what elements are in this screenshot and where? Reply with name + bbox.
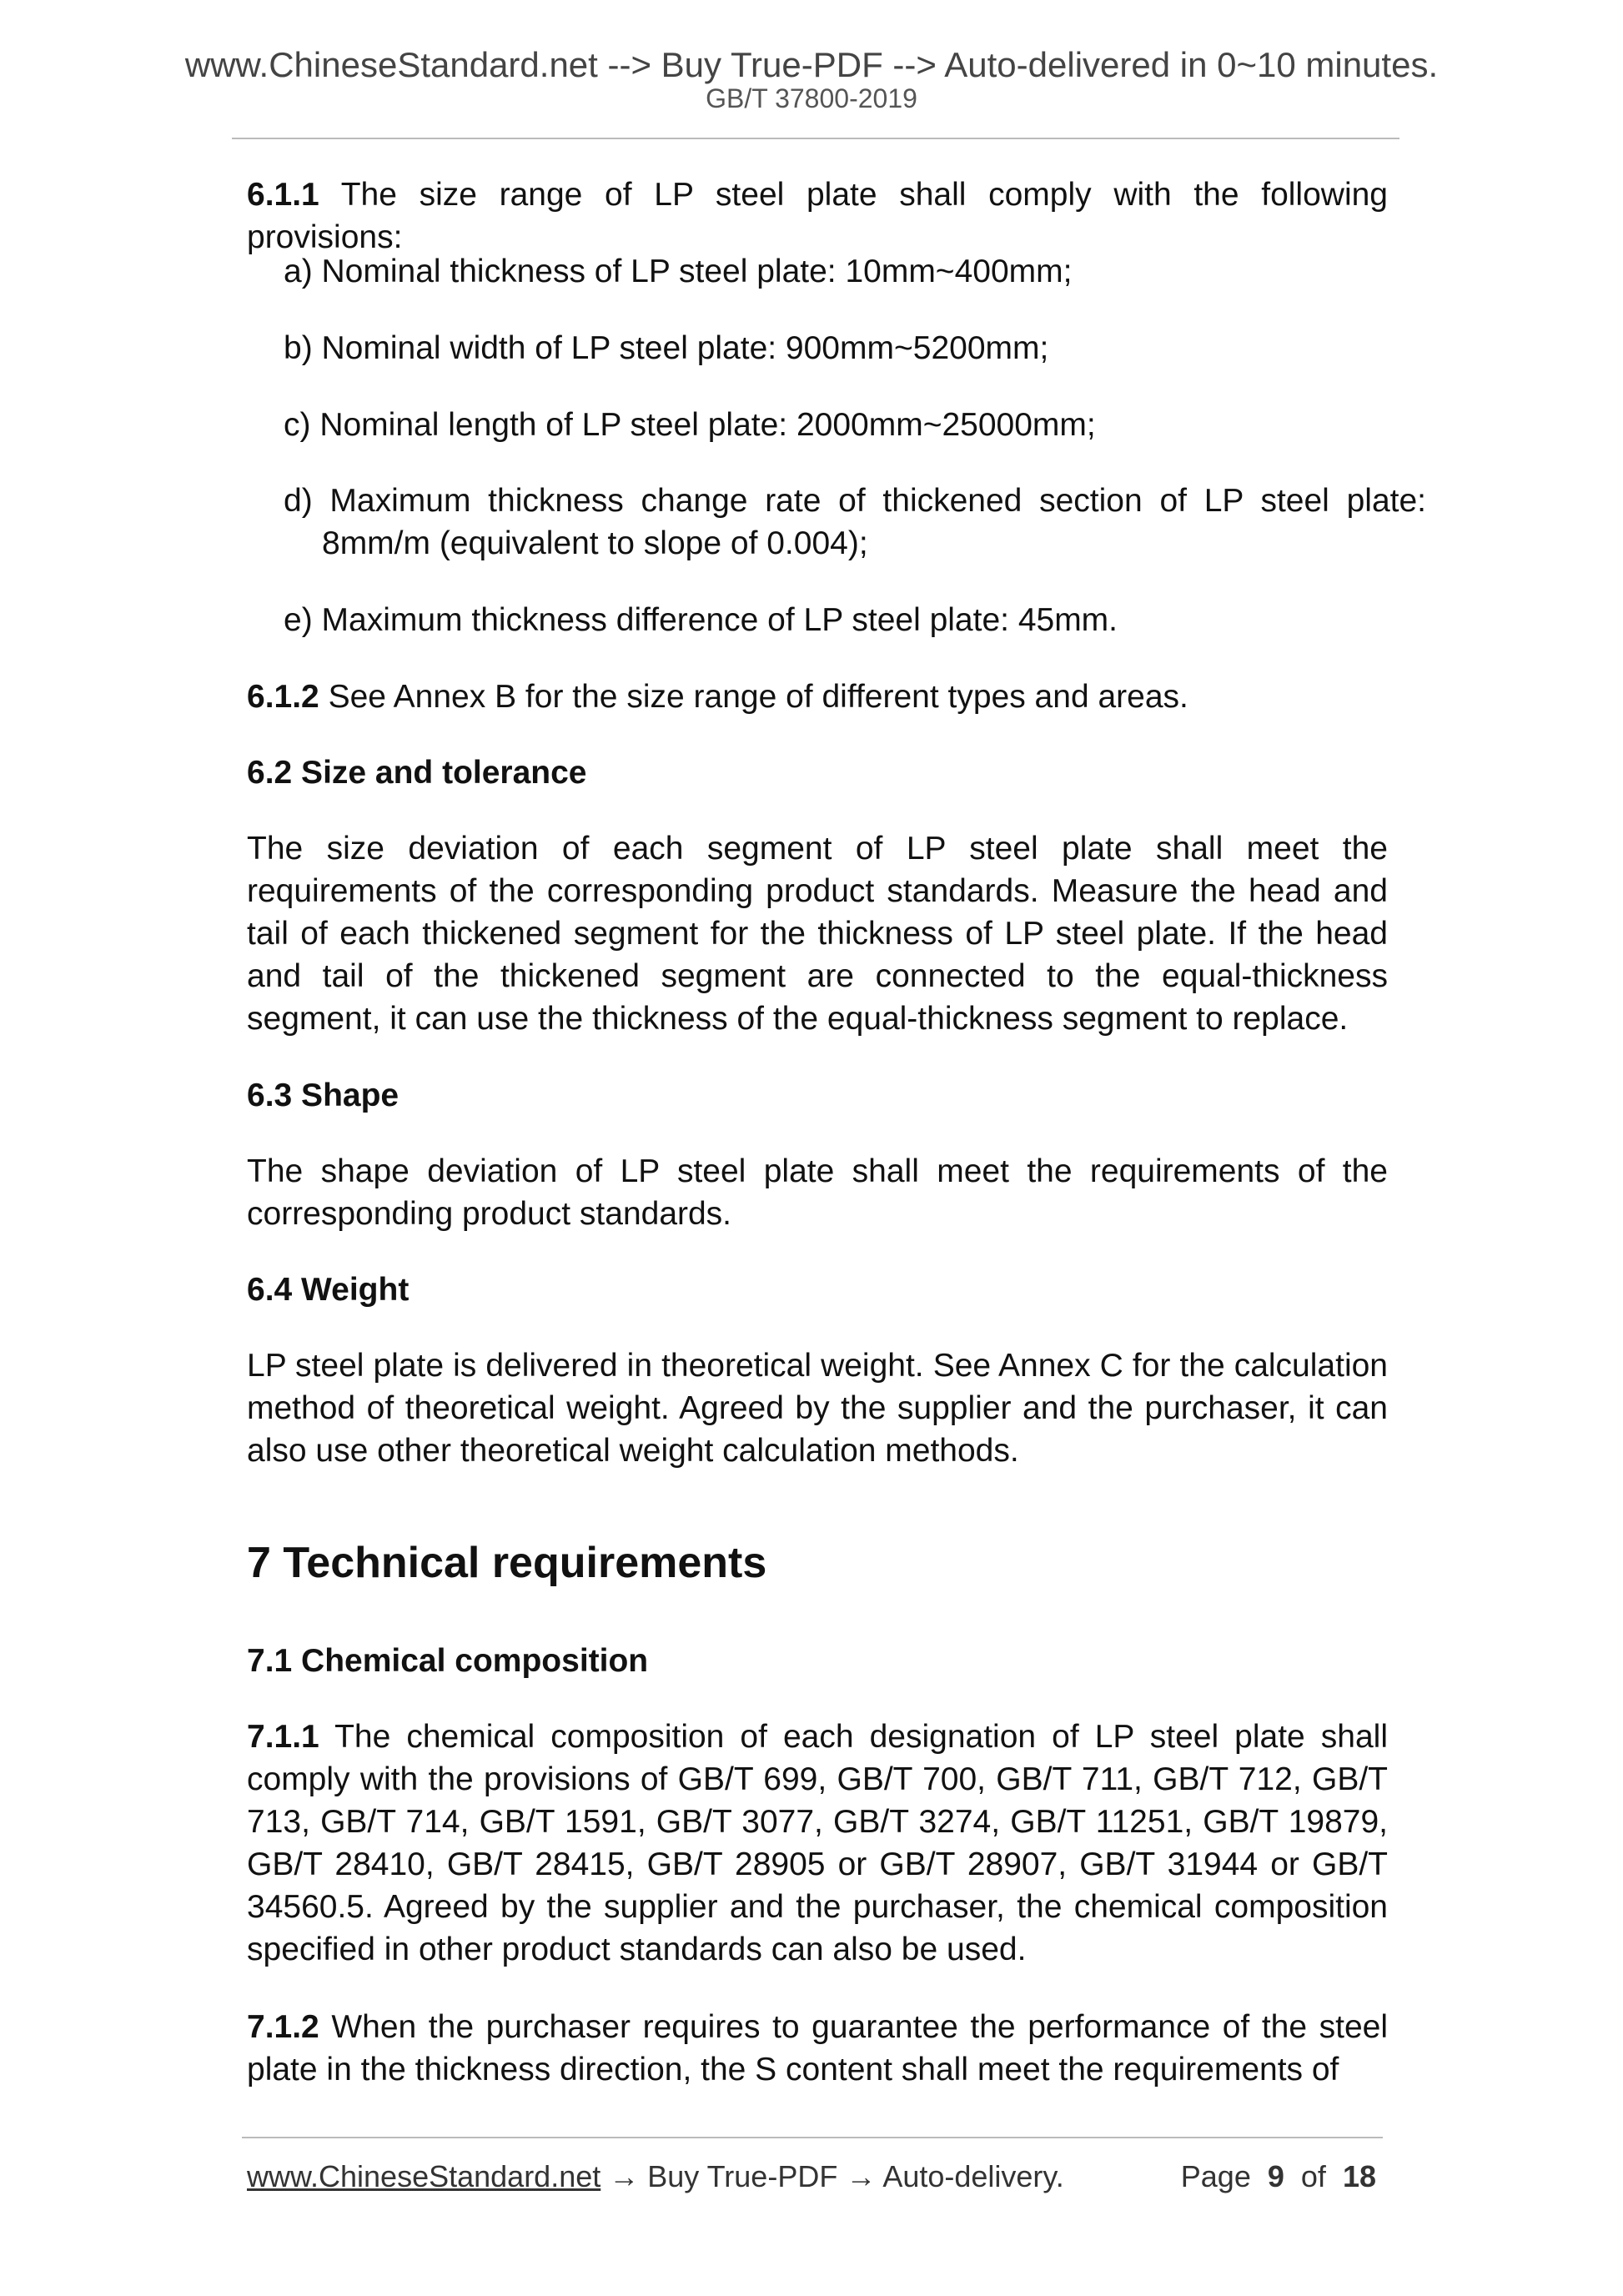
- standard-code: GB/T 37800-2019: [706, 83, 917, 113]
- page-label: Page: [1180, 2159, 1251, 2193]
- page-current: 9: [1267, 2159, 1284, 2193]
- footer-divider: [242, 2137, 1383, 2138]
- page-of-label: of: [1300, 2159, 1326, 2193]
- list-item: e) Maximum thickness difference of LP steel plate: 45mm.: [284, 602, 1118, 638]
- clause-number: 7.1.1: [247, 1719, 319, 1755]
- paragraph-6-2: The size deviation of each segment of LP steel plate shall meet the requirements of the corresponding product standards. Measure the head and tail of each thickened segment for the thickness of LP steel plate. If the head and tail of the thickened segment are connected to the equal-thickness segment, it can use the thickness of the equal-thickness segment to replace.: [247, 831, 1388, 1037]
- section-heading-6-3: 6.3 Shape: [247, 1078, 399, 1113]
- section-heading-6-4: 6.4 Weight: [247, 1272, 410, 1308]
- clause-text: See Annex B for the size range of different types and areas.: [319, 679, 1188, 715]
- page-total: 18: [1342, 2159, 1376, 2193]
- clause-text: The size range of LP steel plate shall comply with the following provisions:: [247, 177, 1388, 255]
- chapter-heading-7: 7 Technical requirements: [247, 1539, 767, 1587]
- clause-number: 6.1.1: [247, 177, 319, 213]
- list-item: d) Maximum thickness change rate of thickened section of LP steel plate: 8mm/m (equivalent to slope of 0.004);: [284, 483, 1426, 561]
- footer-site-link[interactable]: www.ChineseStandard.net: [247, 2159, 601, 2193]
- clause-number: 7.1.2: [247, 2009, 319, 2045]
- paragraph-6-3: The shape deviation of LP steel plate shall meet the requirements of the corresponding product standards.: [247, 1153, 1388, 1232]
- clause-text: When the purchaser requires to guarantee the performance of the steel plate in the thickness direction, the S content shall meet the requirements of: [247, 2009, 1388, 2088]
- list-item: c) Nominal length of LP steel plate: 2000mm~25000mm;: [284, 407, 1096, 443]
- clause-6-1-2: [247, 676, 1388, 718]
- list-item: b) Nominal width of LP steel plate: 900mm~5200mm;: [284, 330, 1049, 366]
- section-heading-7-1: 7.1 Chemical composition: [247, 1643, 649, 1679]
- section-heading-6-2: 6.2 Size and tolerance: [247, 755, 587, 791]
- page-indicator: [1181, 2158, 1376, 2195]
- clause-7-1-2: [247, 2006, 1388, 2091]
- footer-promo: [247, 2158, 1064, 2195]
- clause-7-1-1: [247, 1716, 1388, 1971]
- site-banner: www.ChineseStandard.net --> Buy True-PDF --> Auto-delivered in 0~10 minutes.: [184, 45, 1439, 84]
- list-item: a) Nominal thickness of LP steel plate: 10mm~400mm;: [284, 254, 1073, 289]
- clause-text: The chemical composition of each designation of LP steel plate shall comply with the provisions of GB/T 699, GB/T 700, GB/T 711, GB/T 712, GB/T 713, GB/T 714, GB/T 1591, GB/T 3077, GB/T 3274, GB/T 11251, GB/T 19879, GB/T 28410, GB/T 28415, GB/T 28905 or GB/T 28907, GB/T 31944 or GB/T 34560.5. Agreed by the supplier and the purchaser, the chemical composition specified in other product standards can also be used.: [247, 1719, 1388, 1967]
- footer-promo-text: → Buy True-PDF → Auto-delivery.: [600, 2159, 1064, 2193]
- header-divider: [232, 138, 1399, 139]
- clause-6-1-1: [247, 173, 1388, 259]
- paragraph-6-4: LP steel plate is delivered in theoretical weight. See Annex C for the calculation method of theoretical weight. Agreed by the supplier and the purchaser, it can also use other theoretical weight calculation methods.: [247, 1348, 1388, 1469]
- clause-number: 6.1.2: [247, 679, 319, 715]
